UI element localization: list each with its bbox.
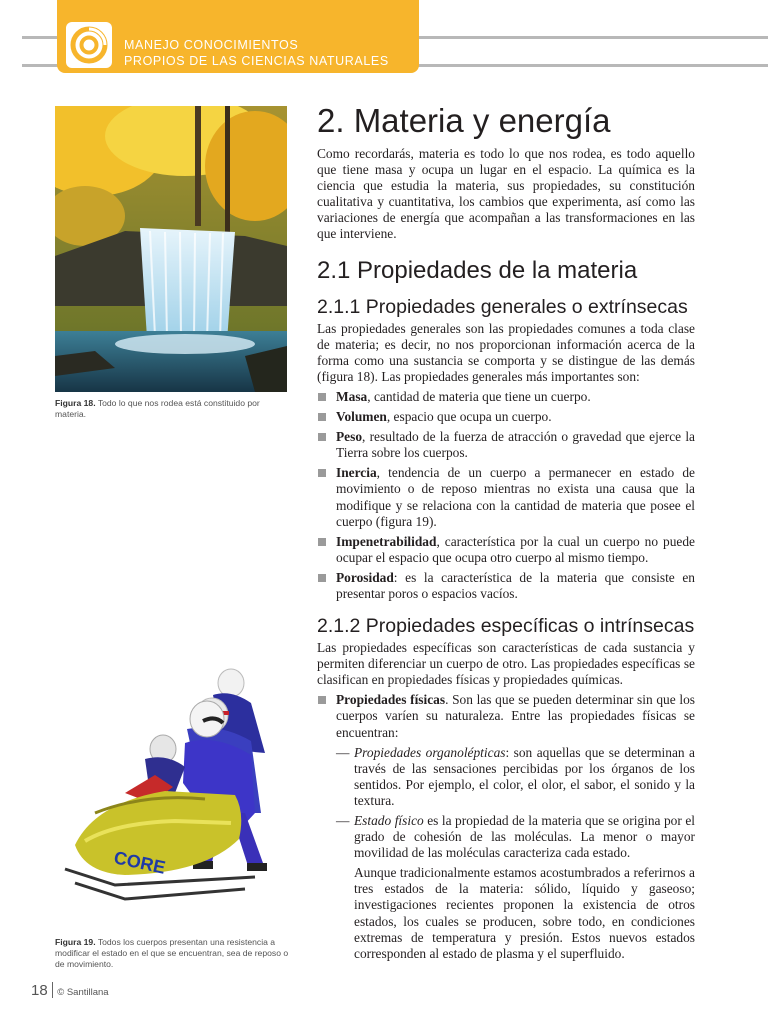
page-number: 18 — [31, 982, 48, 999]
figure-19-caption — [55, 937, 291, 970]
list-item-text: , característica por la cual un cuerpo no puede ocupar el espacio que ocupa otro cuerpo al mismo tiempo. — [336, 533, 695, 565]
main-text-column — [317, 100, 695, 962]
sub-list-item-text: es la propiedad de la materia que se origina por el grado de cohesión de las moléculas. La menor o mayor movilidad de las moléculas caracteriza cada estado. — [354, 813, 695, 861]
list-item-term: Volumen — [336, 409, 387, 425]
list-item — [317, 692, 695, 740]
list-item-text: , espacio que ocupa un cuerpo. — [386, 409, 552, 425]
physical-properties-sublist — [317, 745, 695, 862]
figure-18-caption — [55, 398, 287, 420]
publisher-credit: © Santillana — [57, 987, 109, 998]
section-2-1-1-heading: 2.1.1 Propiedades generales o extrínsecas — [317, 295, 688, 318]
list-item-text: , resultado de la fuerza de atracción o gravedad que ejerce la Tierra sobre los cuerpos. — [336, 429, 695, 461]
header-line-1: MANEJO CONOCIMIENTOS — [124, 38, 299, 52]
section-2-1-heading: 2.1 Propiedades de la materia — [317, 256, 638, 284]
header-title — [124, 37, 389, 69]
list-item-term: Masa — [336, 388, 368, 404]
general-properties-list — [317, 389, 695, 602]
figure-18-text: Todo lo que nos rodea está constituido por materia. — [55, 398, 260, 419]
list-item-term: Inercia — [336, 465, 377, 481]
list-item — [317, 570, 695, 602]
list-item-term: Porosidad — [336, 569, 394, 585]
list-item — [317, 534, 695, 566]
sub-list-item — [317, 745, 695, 809]
list-item-term: Propiedades físicas — [336, 692, 446, 708]
circle-logo-icon — [66, 22, 112, 68]
states-paragraph: Aunque tradicionalmente estamos acostumbrados a referirnos a tres estados de la materia: sólido, líquido y gaseoso; investigaciones recientes proponen la existencia de otros estados, los cuales se producen, sobre todo, en condiciones extremas de temperatura y presión. Estos nuevos estados corresponden al estado de plasma y el superfluido. — [354, 865, 695, 961]
waterfall-autumn-photo — [55, 106, 287, 392]
specific-properties-list — [317, 692, 695, 740]
list-item — [317, 389, 695, 405]
bobsled-team-photo — [55, 663, 287, 928]
list-item-text: : es la característica de la materia que consiste en presentar poros o espacios vacíos. — [336, 569, 695, 601]
header-line-2: PROPIOS DE LAS CIENCIAS NATURALES — [124, 54, 389, 68]
general-properties-intro: Las propiedades generales son las propiedades comunes a toda clase de materia; es decir, no nos proporcionan información acerca de la forma como una sustancia se comporta y se distingue de las demás (figura 18). Las propiedades generales más importantes son: — [317, 320, 695, 384]
list-item — [317, 409, 695, 425]
list-item — [317, 465, 695, 529]
footer-divider — [52, 982, 54, 998]
sub-list-item — [317, 813, 695, 861]
intro-paragraph: Como recordarás, materia es todo lo que nos rodea, es todo aquello que tiene masa y ocupa un lugar en el espacio. La química es la ciencia que estudia la materia, sus propiedades, su constitución cualitativa y cuantitativa, los cambios que experimenta, así como las variaciones de energía que acompañan a las transformaciones en las que interviene. — [317, 146, 695, 242]
figure-18-label: Figura 18. — [55, 398, 96, 408]
specific-properties-intro: Las propiedades específicas son características de cada sustancia y permiten diferenciar un cuerpo de otro. Las propiedades específicas se clasifican en propiedades físicas y propiedades químicas. — [317, 640, 695, 688]
list-item-text: , tendencia de un cuerpo a permanecer en estado de movimiento o de reposo mientras no exista una causa que la modifique y se relaciona con la cantidad de materia que posee el cuerpo (figura 19). — [336, 465, 695, 529]
sub-list-item-term: Propiedades organolépticas — [354, 744, 506, 760]
sub-list-item-text: : son aquellas que se determinan a través de las sensaciones percibidas por los órganos de los sentidos. Por ejemplo, el color, el olor, el sabor, el sonido y la textura. — [354, 744, 695, 808]
page-footer — [31, 982, 109, 1000]
section-2-1-2-heading: 2.1.2 Propiedades específicas o intrínsecas — [317, 615, 695, 638]
list-item — [317, 429, 695, 461]
list-item-term: Peso — [336, 429, 363, 445]
list-item-text: . Son las que se pueden determinar sin que los cuerpos varíen su naturaleza. Entre las propiedades físicas se encuentran: — [336, 692, 695, 740]
list-item-term: Impenetrabilidad — [336, 533, 437, 549]
sub-list-item-term: Estado físico — [354, 813, 424, 828]
figure-19-label: Figura 19. — [55, 937, 96, 947]
list-item-text: , cantidad de materia que tiene un cuerpo. — [367, 388, 591, 404]
figure-19-text: Todos los cuerpos presentan una resistencia a modificar el estado en el que se encuentran, sea de reposo o de movimiento. — [55, 937, 289, 969]
sled-lettering: CORE — [112, 847, 168, 878]
page-title: 2. Materia y energía — [317, 102, 611, 139]
